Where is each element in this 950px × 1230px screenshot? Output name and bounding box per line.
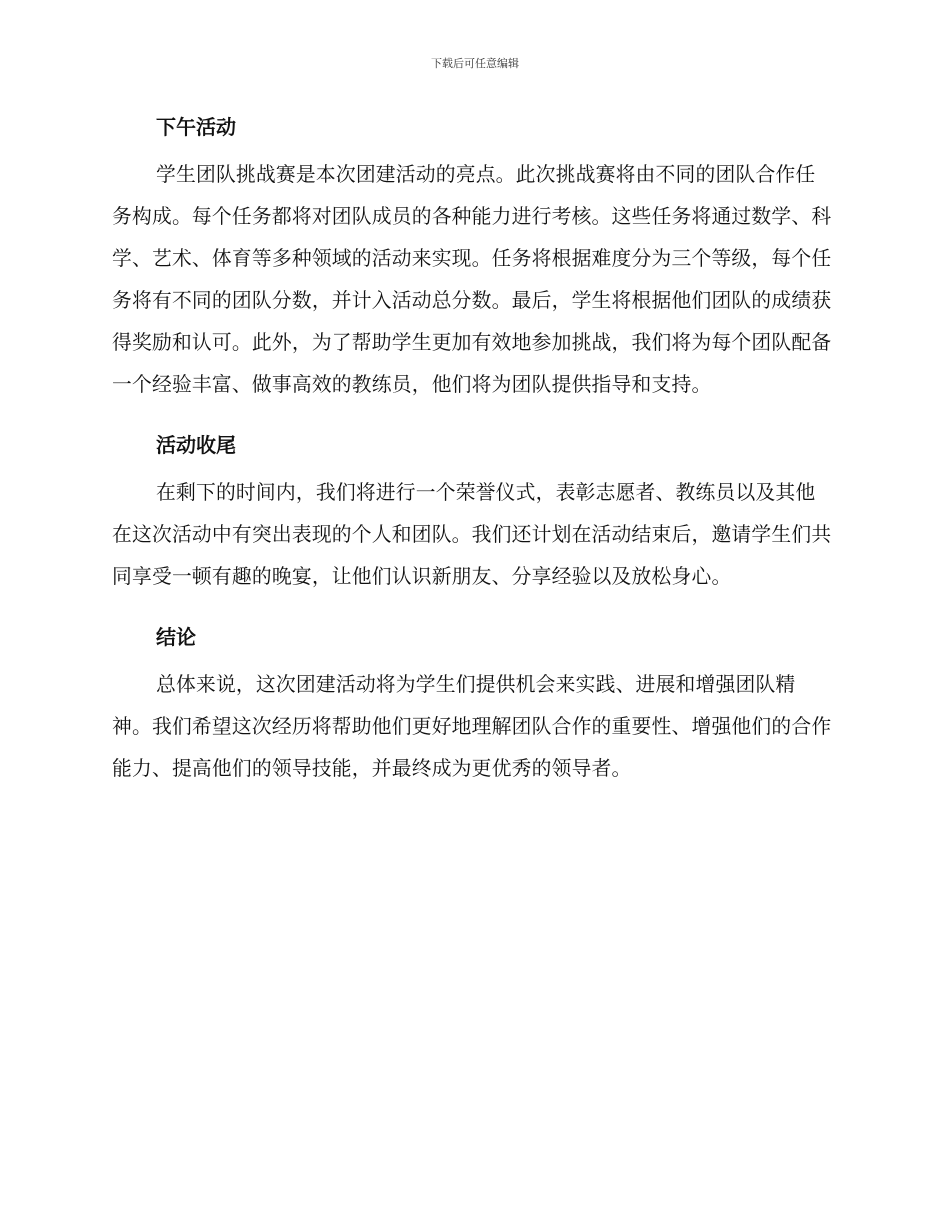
section-paragraph: 总体来说，这次团建活动将为学生们提供机会来实践、进展和增强团队精神。我们希望这次经历将帮助他们更好地理解团队合作的重要性、增强他们的合作能力、提高他们的领导技能，并最终成为更优秀的领导者。 [112, 673, 832, 780]
section-activity-closing [112, 430, 832, 598]
page-header: 下载后可任意编辑 [431, 57, 519, 70]
section-heading: 结论 [156, 625, 196, 649]
section-heading: 活动收尾 [156, 433, 236, 457]
document-body [112, 112, 832, 790]
section-conclusion [112, 622, 832, 790]
section-paragraph: 学生团队挑战赛是本次团建活动的亮点。此次挑战赛将由不同的团队合作任务构成。每个任务都将对团队成员的各种能力进行考核。这些任务将通过数学、科学、艺术、体育等多种领域的活动来实现。任务将根据难度分为三个等级，每个任务将有不同的团队分数，并计入活动总分数。最后，学生将根据他们团队的成绩获得奖励和认可。此外，为了帮助学生更加有效地参加挑战，我们将为每个团队配备一个经验丰富、做事高效的教练员，他们将为团队提供指导和支持。 [112, 163, 832, 396]
section-heading: 下午活动 [156, 115, 236, 139]
section-afternoon-activities [112, 112, 832, 406]
section-paragraph: 在剩下的时间内，我们将进行一个荣誉仪式，表彰志愿者、教练员以及其他在这次活动中有突出表现的个人和团队。我们还计划在活动结束后，邀请学生们共同享受一顿有趣的晚宴，让他们认识新朋友、分享经验以及放松身心。 [112, 481, 832, 588]
